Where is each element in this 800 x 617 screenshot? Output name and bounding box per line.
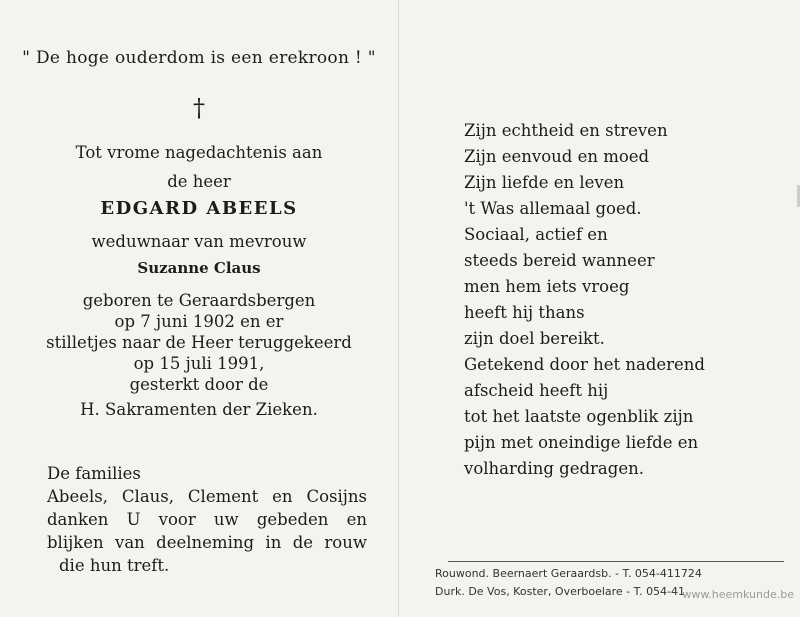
printer-divider <box>448 561 784 562</box>
bio-line: geboren te Geraardsbergen <box>82 291 316 310</box>
bio-line: stilletjes naar de Heer teruggekeerd <box>46 333 352 352</box>
memorial-line: Tot vrome nagedachtenis aan <box>75 143 323 162</box>
poem-line: volharding gedragen. <box>464 459 644 478</box>
poem-line: zijn doel bereikt. <box>464 329 605 348</box>
cross-icon: † <box>193 94 205 122</box>
deceased-name: EDGARD ABEELS <box>100 198 298 219</box>
watermark: www.heemkunde.be <box>682 588 794 601</box>
poem-line: steeds bereid wanneer <box>464 251 655 270</box>
poem-line: Sociaal, actief en <box>464 225 608 244</box>
family-line: danken U voor uw gebeden en <box>47 510 367 529</box>
poem-line: men hem iets vroeg <box>464 277 630 296</box>
bio-line: op 7 juni 1902 en er <box>114 312 284 331</box>
family-line: Abeels, Claus, Clement en Cosijns <box>47 487 367 506</box>
family-line: De families <box>47 464 141 483</box>
title-line: de heer <box>167 172 231 191</box>
poem-line: heeft hij thans <box>464 303 585 322</box>
left-page <box>0 0 398 617</box>
poem-line: afscheid heeft hij <box>464 381 609 400</box>
poem-line: tot het laatste ogenblik zijn <box>464 407 694 426</box>
poem-line: 't Was allemaal goed. <box>464 199 642 218</box>
poem <box>464 118 705 482</box>
right-page <box>400 0 800 617</box>
poem-line: Zijn eenvoud en moed <box>464 147 650 166</box>
poem-line: Zijn liefde en leven <box>464 173 625 192</box>
card-fold-line <box>398 0 399 617</box>
bio-line: op 15 juli 1991, <box>133 354 265 373</box>
poem-line: Getekend door het naderend <box>464 355 705 374</box>
poem-line: Zijn echtheid en streven <box>464 121 668 140</box>
relation-line: weduwnaar van mevrouw <box>91 232 307 251</box>
bio-line: gesterkt door de <box>129 375 269 394</box>
family-line: blijken van deelneming in de rouw <box>47 533 367 552</box>
family-line: die hun treft. <box>59 556 170 575</box>
bio-line: H. Sakramenten der Zieken. <box>80 400 318 419</box>
printer-line: Rouwond. Beernaert Geraardsb. - T. 054-411724 <box>435 567 702 580</box>
poem-line: pijn met oneindige liefde en <box>464 433 699 452</box>
printer-line: Durk. De Vos, Koster, Overboelare - T. 054-41 <box>435 585 686 598</box>
spouse-name: Suzanne Claus <box>137 259 261 277</box>
motto: " De hoge ouderdom is een erekroon ! " <box>22 48 376 68</box>
family-thanks <box>47 462 377 577</box>
